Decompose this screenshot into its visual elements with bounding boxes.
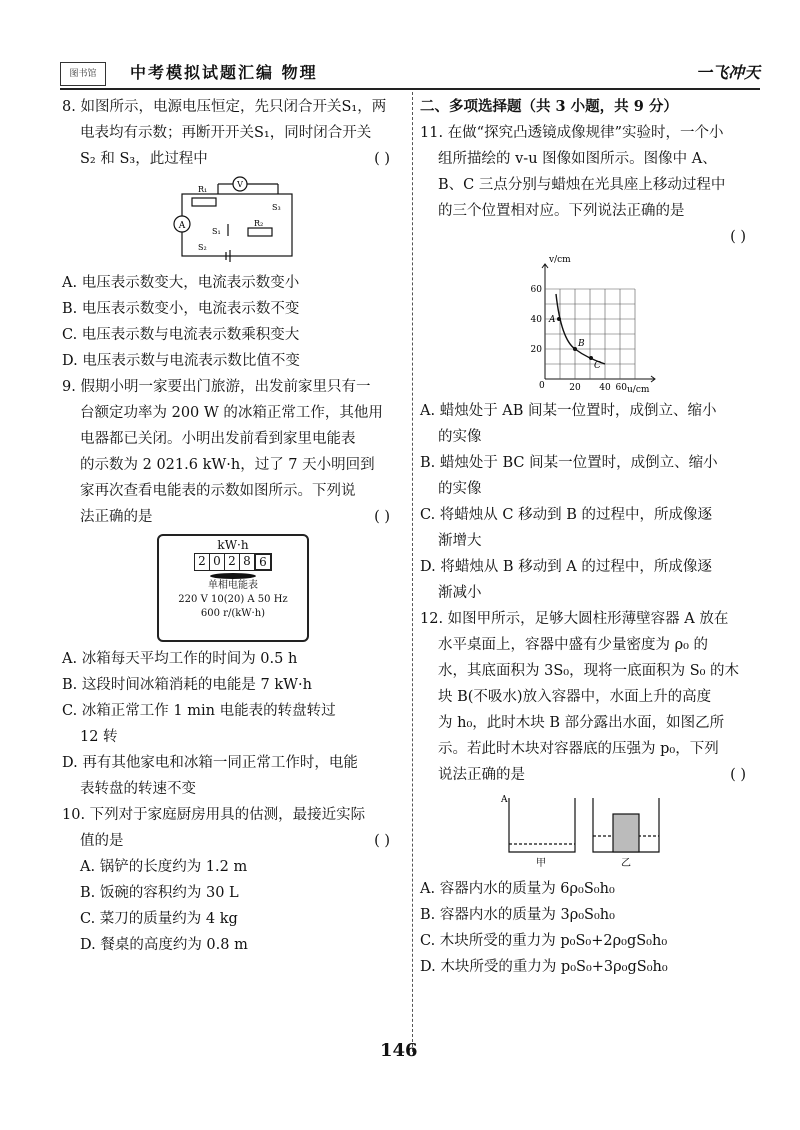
q12-stem-line: 为 h₀，此时木块 B 部分露出水面，如图乙所 — [438, 715, 725, 731]
x-tick: 60 — [615, 383, 627, 393]
q12-stem-line: 水平桌面上，容器中盛有少量密度为 ρ₀ 的 — [438, 637, 709, 653]
q11-option-d: D. 将蜡烛从 B 移动到 A 的过程中，所成像逐 — [420, 559, 712, 575]
q8-option-d: D. 电压表示数与电流表示数比值不变 — [62, 353, 300, 369]
question-10 — [62, 802, 404, 958]
meter-digit: 6 — [255, 554, 271, 570]
graph-grid — [545, 289, 635, 379]
q10-stem-line: 10. 下列对于家庭厨房用具的估测，最接近实际 — [62, 807, 366, 823]
q9-stem-line: 法正确的是 ( ) — [80, 509, 390, 525]
y-tick: 20 — [530, 345, 542, 355]
q11-option-a-cont: 的实像 — [438, 429, 482, 445]
q8-option-b: B. 电压表示数变小，电流表示数不变 — [62, 301, 300, 317]
r1-label: R₁ — [198, 185, 208, 194]
container-diagram — [495, 792, 685, 872]
q11-option-c-cont: 渐增大 — [438, 533, 482, 549]
q12-stem-line: 示。若此时木块对容器底的压强为 p₀，下列 — [438, 741, 719, 757]
q9-option-d-cont: 表转盘的转速不变 — [80, 781, 196, 797]
s2-label: S₂ — [198, 243, 207, 252]
left-column — [62, 94, 404, 958]
q11-option-b: B. 蜡烛处于 BC 间某一位置时，成倒立、缩小 — [420, 455, 718, 471]
q11-option-b-cont: 的实像 — [438, 481, 482, 497]
q9-stem-line: 电器都已关闭。小明出发前看到家里电能表 — [80, 431, 356, 447]
meter-spec: 600 r/(kW·h) — [200, 608, 266, 619]
voltmeter-label: V — [237, 180, 243, 189]
y-axis-label: v/cm — [549, 255, 571, 265]
meter-digits — [194, 553, 272, 571]
q9-option-d: D. 再有其他家电和冰箱一同正常工作时，电能 — [62, 755, 358, 771]
y-tick: 40 — [530, 315, 542, 325]
q10-option-c: C. 菜刀的质量约为 4 kg — [80, 911, 238, 927]
q9-stem-line: 台额定功率为 200 W 的冰箱正常工作，其他用 — [80, 405, 383, 421]
q12-stem-line: 块 B(不吸水)放入容器中，水面上升的高度 — [438, 689, 712, 705]
electric-meter — [157, 534, 309, 642]
point-b — [573, 347, 577, 351]
q11-stem-line: 组所描绘的 v-u 图像如图所示。图像中 A、 — [438, 151, 717, 167]
q10-option-d: D. 餐桌的高度约为 0.8 m — [80, 937, 248, 953]
q11-option-c: C. 将蜡烛从 C 移动到 B 的过程中，所成像逐 — [420, 507, 712, 523]
right-column — [420, 94, 760, 980]
q10-option-a: A. 锅铲的长度约为 1.2 m — [80, 859, 248, 875]
book-title: 中考模拟试题汇编 物理 — [130, 63, 318, 82]
question-9 — [62, 374, 404, 802]
q12-option-a: A. 容器内水的质量为 6ρ₀S₀h₀ — [420, 881, 615, 897]
q11-answer-blank: ( ) — [730, 229, 746, 245]
q9-option-a: A. 冰箱每天平均工作的时间为 0.5 h — [62, 651, 298, 667]
q12-stem-line: 12. 如图甲所示，足够大圆柱形薄壁容器 A 放在 — [420, 611, 729, 627]
q8-option-a: A. 电压表示数变大，电流表示数变小 — [62, 275, 300, 291]
y-tick: 60 — [530, 285, 542, 295]
q12-stem-line: 水，其底面积为 3S₀，现将一底面积为 S₀ 的木 — [438, 663, 740, 679]
meter-digit: 2 — [225, 554, 240, 570]
meter-digit: 2 — [195, 554, 210, 570]
q8-stem-line: 电表均有示数；再断开开关S₁，同时闭合开关 — [80, 125, 372, 141]
q9-option-c-cont: 12 转 — [80, 729, 118, 745]
x-tick: 40 — [599, 383, 611, 393]
q11-stem-line: 11. 在做“探究凸透镜成像规律”实验时，一个小 — [420, 125, 724, 141]
library-stamp: 图书馆 — [60, 62, 106, 86]
point-b-label: B — [578, 339, 585, 349]
point-c-label: C — [594, 361, 601, 371]
meter-digit: 0 — [210, 554, 225, 570]
page-number: 146 — [380, 1040, 418, 1061]
q8-stem-line: 8. 如图所示，电源电压恒定，先只闭合开关S₁，两 — [62, 99, 387, 115]
point-a-label: A — [549, 315, 556, 325]
q11-option-d-cont: 渐减小 — [438, 585, 482, 601]
q9-stem-line: 的示数为 2 021.6 kW·h，过了 7 天小明回到 — [80, 457, 375, 473]
q10-stem-line: 值的是 ( ) — [80, 833, 390, 849]
q9-stem-line: 家再次查看电能表的示数如图所示。下列说 — [80, 483, 356, 499]
q12-option-b: B. 容器内水的质量为 3ρ₀S₀h₀ — [420, 907, 615, 923]
question-11 — [420, 120, 760, 606]
q8-stem-line: S₂ 和 S₃，此过程中 ( ) — [80, 151, 390, 167]
origin-label: 0 — [539, 381, 545, 391]
point-c — [589, 356, 593, 360]
fig-jia-label: 甲 — [536, 858, 546, 869]
question-12 — [420, 606, 760, 980]
page-header — [60, 58, 760, 90]
meter-digit: 8 — [240, 554, 255, 570]
r2-label: R₂ — [254, 219, 264, 228]
q11-stem-line: B、C 三点分别与蜡烛在光具座上移动过程中 — [438, 177, 726, 193]
v-u-graph — [515, 254, 665, 394]
q11-stem-line: 的三个位置相对应。下列说法正确的是 — [438, 203, 685, 219]
q9-stem-line: 9. 假期小明一家要出门旅游，出发前家里只有一 — [62, 379, 371, 395]
q9-option-b: B. 这段时间冰箱消耗的电能是 7 kW·h — [62, 677, 312, 693]
column-divider — [412, 92, 413, 1052]
ammeter-label: A — [178, 221, 186, 231]
question-8 — [62, 94, 404, 374]
q12-stem-line: 说法正确的是 ( ) — [438, 767, 746, 783]
brand-logo: 一飞冲天 — [695, 63, 760, 82]
q12-option-c: C. 木块所受的重力为 p₀S₀+2ρ₀gS₀h₀ — [420, 933, 668, 949]
meter-spec: 220 V 10(20) A 50 Hz — [178, 594, 288, 605]
q9-option-c: C. 冰箱正常工作 1 min 电能表的转盘转过 — [62, 703, 336, 719]
q12-option-d: D. 木块所受的重力为 p₀S₀+3ρ₀gS₀h₀ — [420, 959, 668, 975]
section-heading: 二、多项选择题（共 3 小题，共 9 分） — [420, 98, 678, 115]
q10-option-b: B. 饭碗的容积约为 30 L — [80, 885, 239, 901]
meter-name: 单相电能表 — [208, 580, 258, 591]
fig-yi-label: 乙 — [621, 858, 631, 869]
x-axis-label: u/cm — [627, 385, 650, 394]
q8-option-c: C. 电压表示数与电流表示数乘积变大 — [62, 327, 300, 343]
meter-unit: kW·h — [217, 538, 249, 552]
v-u-curve — [556, 294, 605, 364]
point-a — [557, 317, 561, 321]
q11-option-a: A. 蜡烛处于 AB 间某一位置时，成倒立、缩小 — [420, 403, 717, 419]
s3-label: S₃ — [272, 203, 281, 212]
container-a-label: A — [501, 795, 508, 805]
s1-label: S₁ — [212, 227, 221, 236]
circuit-diagram — [168, 176, 298, 266]
x-tick: 20 — [569, 383, 581, 393]
